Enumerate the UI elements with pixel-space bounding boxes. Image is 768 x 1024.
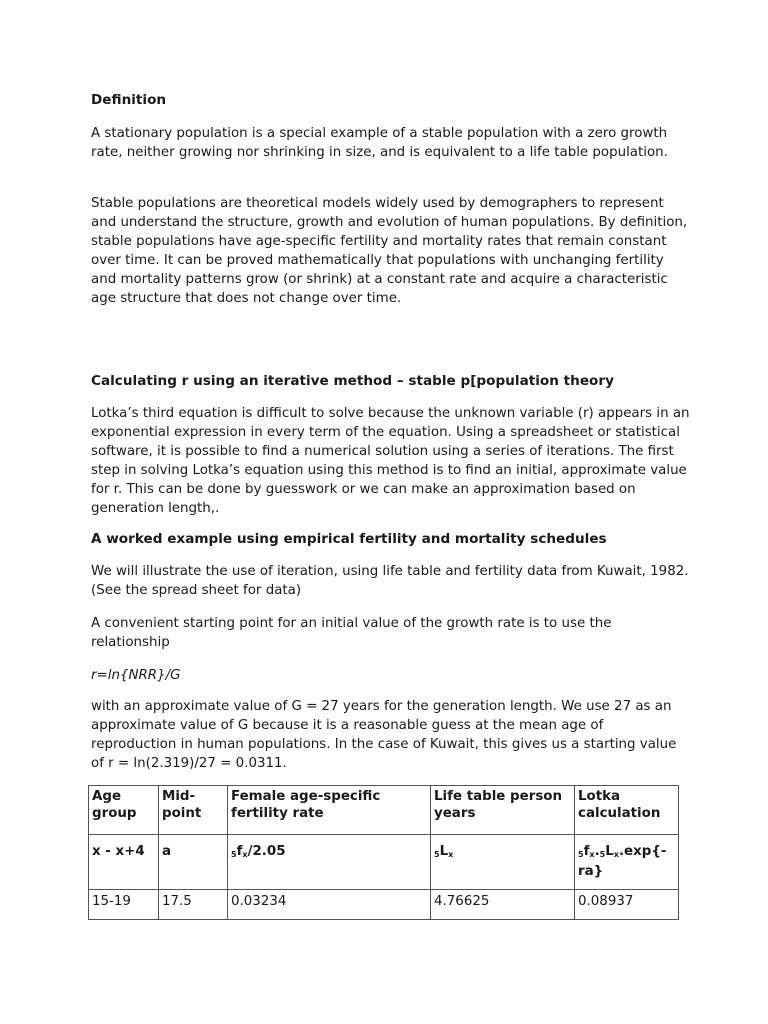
header-fertility-rate: Female age-specific fertility rate (228, 786, 431, 835)
cell-mid-point: 17.5 (159, 890, 228, 920)
symbol-mid: a (159, 835, 228, 890)
header-age-group: Age group (89, 786, 159, 835)
symbol-fertility: $_5f_x/2.05$ (228, 835, 431, 890)
lotka-table (88, 785, 679, 920)
symbol-lotka: $_5f_x._5L_x.\exp\{-ra\}$ (575, 835, 679, 890)
definition-heading: Definition (91, 92, 167, 108)
example-paragraph-1: We will illustrate the use of iteration, using life table and fertility data from Kuwait, 1982. (See the spread sheet for data) (91, 564, 689, 598)
table-header-row (89, 786, 679, 835)
example-heading: A worked example using empirical fertility and mortality schedules (91, 531, 607, 547)
symbol-life-table: $_5L_x$ (431, 835, 575, 890)
header-lotka: Lotka calculation (575, 786, 679, 835)
example-paragraph-2: A convenient starting point for an initial value of the growth rate is to use the relationship (91, 616, 612, 650)
cell-life-table: 4.76625 (431, 890, 575, 920)
table-row (89, 890, 679, 920)
header-life-table: Life table person years (431, 786, 575, 835)
table-symbol-row (89, 835, 679, 890)
cell-age-group: 15-19 (89, 890, 159, 920)
symbol-age: x - x+4 (89, 835, 159, 890)
example-paragraph-3: with an approximate value of G = 27 years for the generation length. We use 27 as an approximate value of G because it is a reasonable guess at the mean age of reproduction in human populations. In the case of Kuwait, this gives us a starting value of r = ln(2.319)/27 = 0.0311. (91, 699, 677, 771)
iterative-heading: Calculating r using an iterative method – stable p[population theory (91, 373, 614, 389)
cell-lotka: 0.08937 (575, 890, 679, 920)
iterative-paragraph: Lotka’s third equation is difficult to solve because the unknown variable (r) appears in an exponential expression in every term of the equation. Using a spreadsheet or statistical software, it is possible to find a numerical solution using a series of iterations. The first step in solving Lotka’s equation using this method is to find an initial, approximate value for r. This can be done by guesswork or we can make an approximation based on generation length,. (91, 406, 690, 516)
definition-paragraph-2: Stable populations are theoretical models widely used by demographers to represent and understand the structure, growth and evolution of human populations. By definition, stable populations have age-specific fertility and mortality rates that remain constant over time. It can be proved mathematically that populations with unchanging fertility and mortality patterns grow (or shrink) at a constant rate and acquire a characteristic age structure that does not change over time. (91, 196, 688, 306)
cell-fertility-rate: 0.03234 (228, 890, 431, 920)
growth-rate-formula: r=ln{NRR}/G (91, 668, 181, 683)
definition-paragraph-1: A stationary population is a special example of a stable population with a zero growth rate, neither growing nor shrinking in size, and is equivalent to a life table population. (91, 126, 668, 160)
header-mid-point: Mid-point (159, 786, 228, 835)
